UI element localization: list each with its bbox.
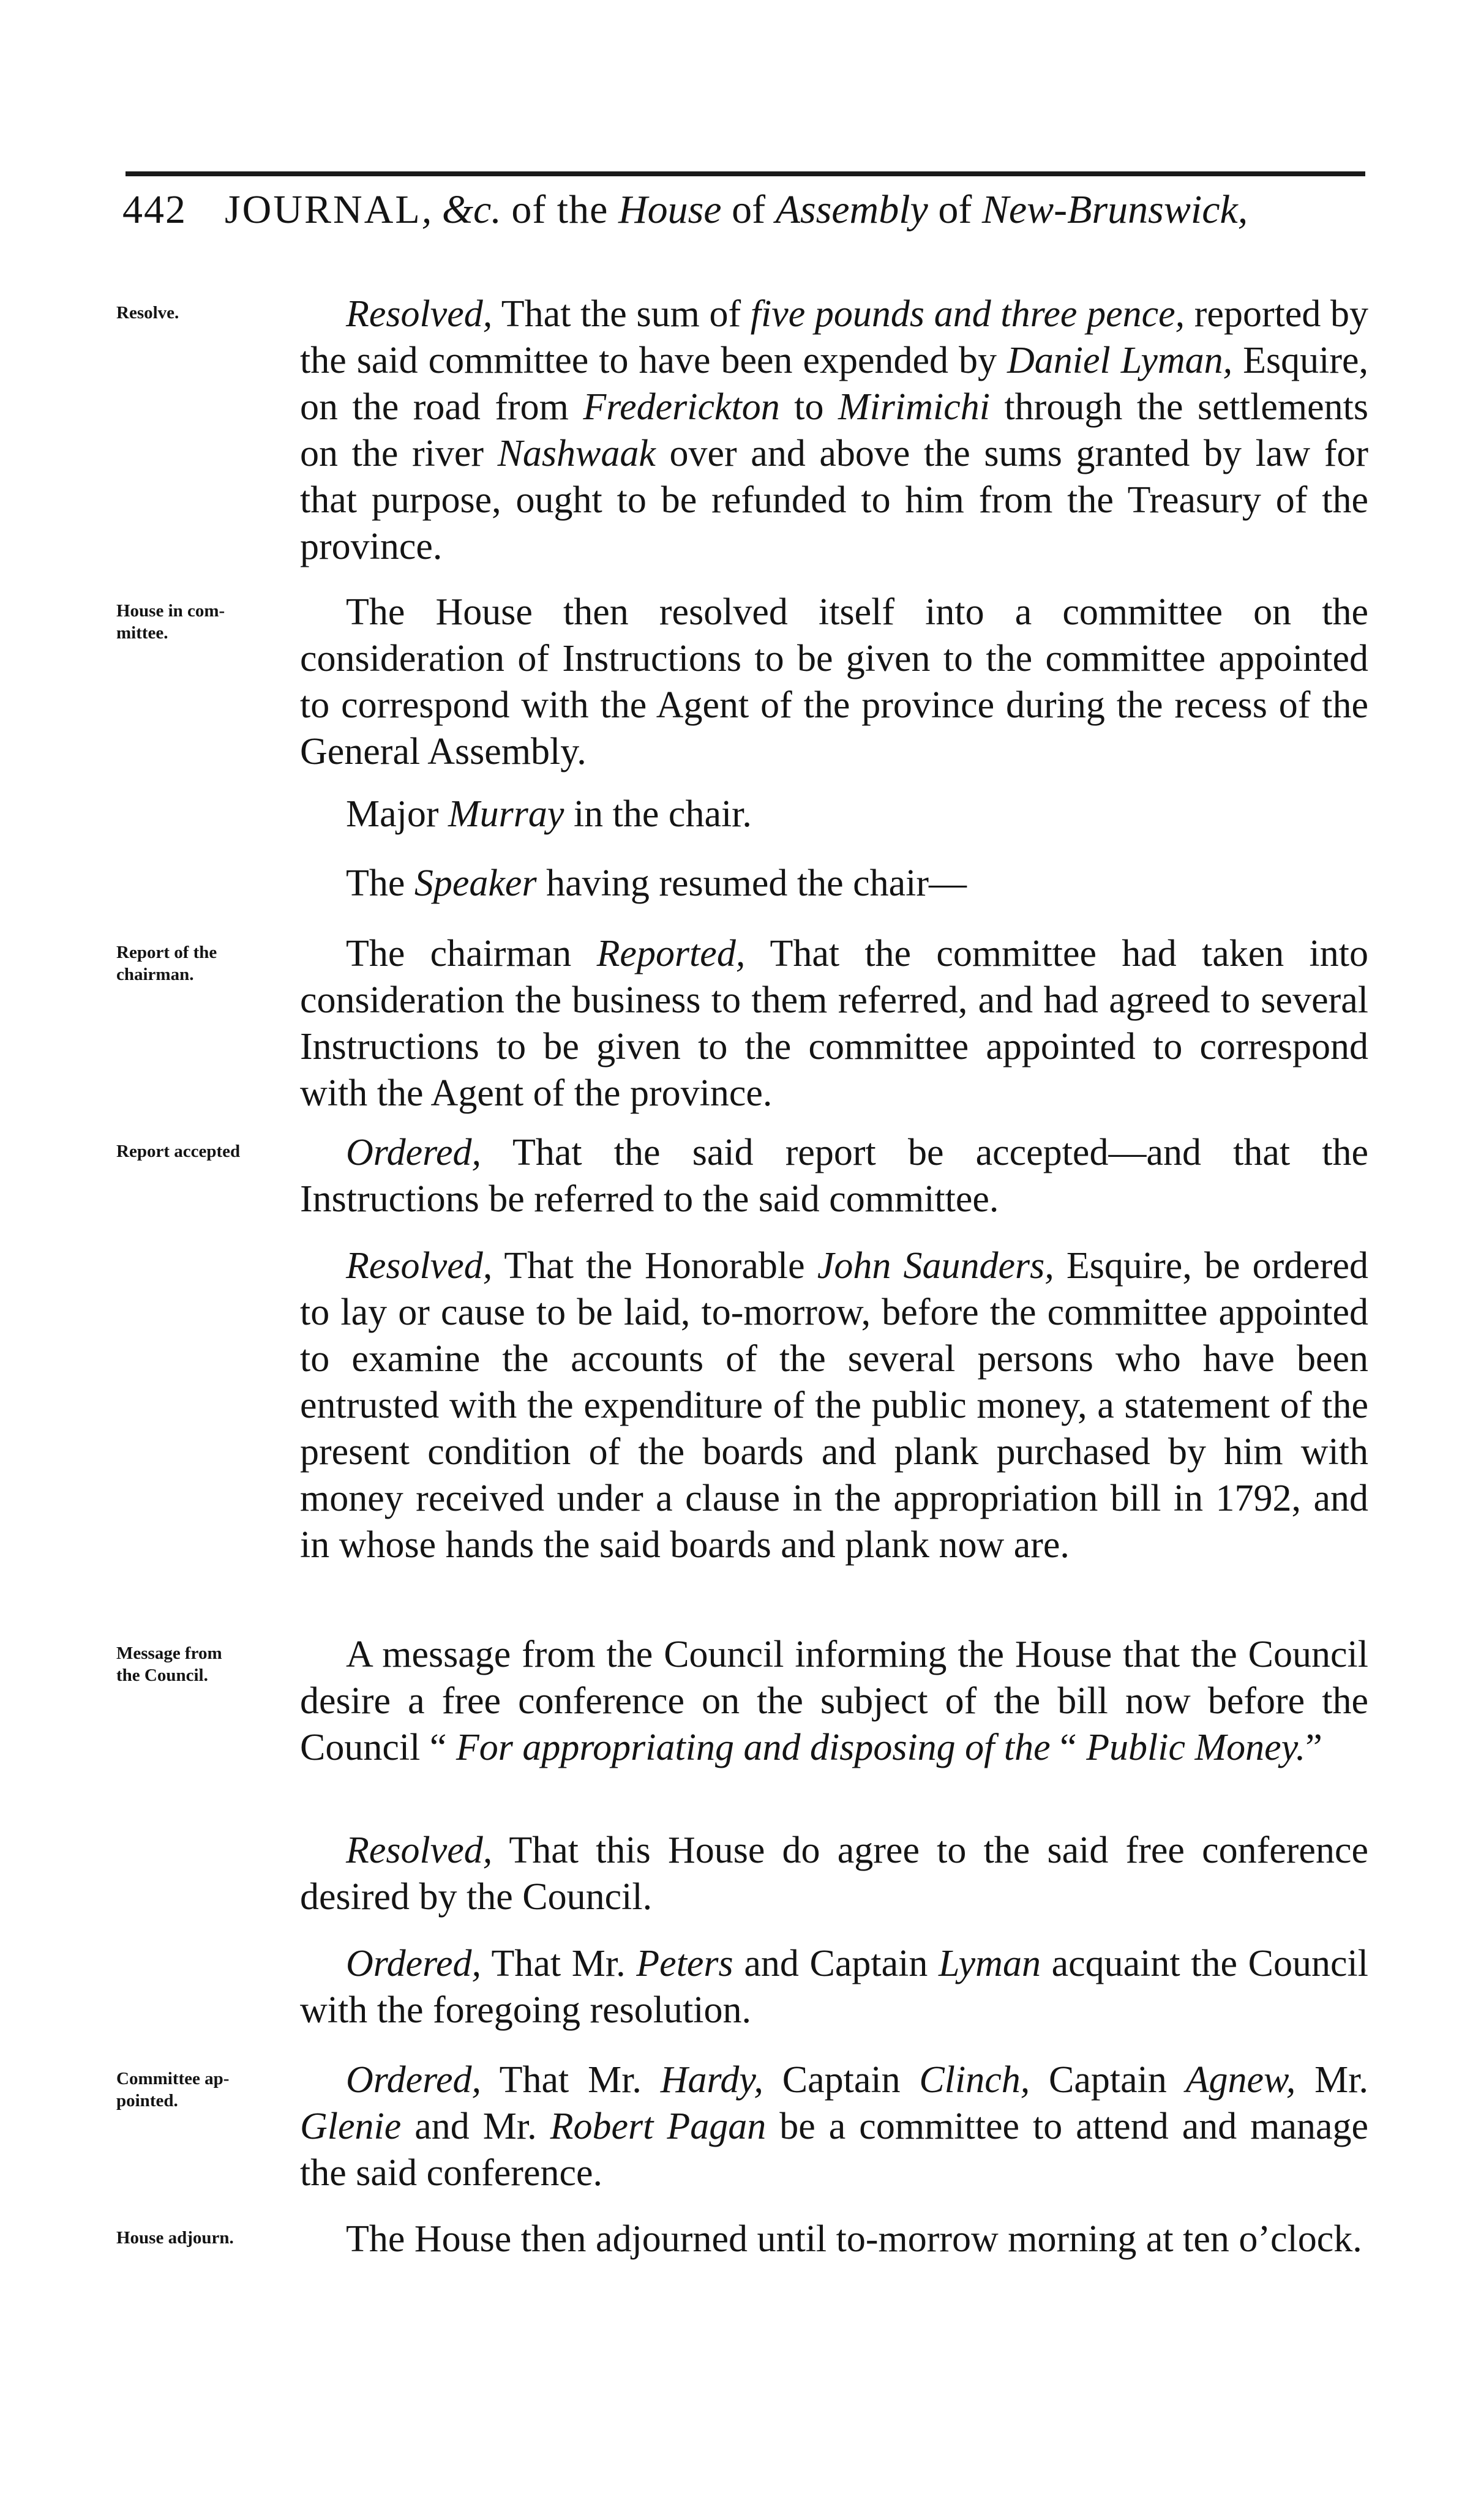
paragraph — [300, 1827, 1368, 1920]
text-run: through the settlements on the river — [300, 386, 1368, 474]
paragraph — [300, 1631, 1368, 1771]
text-run: The House then resolved itself into a committee on the consideration of Instructions to be given to the committee appointed to correspond with the Agent of the province during the recess of the General Assembly. — [300, 591, 1368, 772]
house-word: House — [618, 187, 722, 232]
text-run: Mr. — [1295, 2059, 1368, 2101]
text-run: The House then adjourned until to-morrow morning at ten o’clock. — [346, 2218, 1362, 2260]
province-name: New-Brunswick, — [981, 187, 1248, 232]
text-run: and Captain — [733, 1943, 939, 1984]
margin-note: Resolve. — [116, 303, 179, 323]
text-run: That Mr. — [481, 1943, 637, 1984]
text-run: Captain — [1030, 2059, 1186, 2101]
text-run: That this House do agree to the said free conference desired by the Council. — [300, 1830, 1368, 1918]
italic-text: Resolved, — [346, 293, 493, 335]
of-word-2: of — [938, 187, 972, 232]
italic-text: Ordered, — [346, 1132, 481, 1173]
italic-text: five pounds and three pence, — [750, 293, 1185, 335]
italic-text: Resolved, — [346, 1245, 493, 1287]
italic-text: Public Money. — [1086, 1727, 1306, 1768]
italic-text: Agnew, — [1185, 2059, 1296, 2101]
text-run: The chairman — [346, 933, 597, 974]
italic-text: Daniel Lyman, — [1007, 340, 1233, 381]
text-run: Esquire, be ordered to lay or cause to be laid, to-morrow, before the committee appointed to examine the accounts of the several persons who have been entrusted with the expenditure of the public money, a statement of the present condition of the boards and plank purchased by him with money received under a clause in the appropriation bill in 1792, and in whose hands the said boards and plank now are. — [300, 1245, 1368, 1566]
italic-text: Nashwaak — [497, 433, 656, 474]
text-run: That the sum of — [492, 293, 751, 335]
italic-text: Resolved, — [346, 1830, 493, 1871]
page-number: 442 — [122, 187, 187, 232]
running-header — [122, 187, 1368, 254]
text-run: “ — [1050, 1727, 1087, 1768]
paragraph — [300, 1940, 1368, 2033]
italic-text: Peters — [636, 1943, 733, 1984]
journal-title: JOURNAL — [225, 187, 422, 232]
italic-text: Speaker — [414, 862, 537, 904]
text-run: and Mr. — [401, 2106, 550, 2147]
text-run: Captain — [763, 2059, 920, 2101]
italic-text: Murray — [448, 793, 564, 835]
italic-text: Robert Pagan — [550, 2106, 767, 2147]
paragraph — [300, 1243, 1368, 1568]
margin-note: Report accepted — [116, 1142, 241, 1161]
text-run: Esquire, on the road from — [300, 340, 1369, 428]
paragraph — [300, 2216, 1368, 2262]
text-run: to — [779, 386, 838, 428]
paragraph — [300, 2057, 1368, 2196]
margin-note: House in com- mittee. — [116, 601, 225, 643]
assembly-word: Assembly — [775, 187, 928, 232]
etc-mark: , &c. — [421, 187, 501, 232]
paragraph — [300, 1129, 1368, 1222]
text-run: ” — [1305, 1727, 1322, 1768]
italic-text: Reported, — [596, 933, 746, 974]
italic-text: Frederickton — [583, 386, 780, 428]
italic-text: For appropriating and disposing of the — [455, 1727, 1051, 1768]
text-run: That Mr. — [481, 2059, 661, 2101]
italic-text: Ordered, — [346, 1943, 481, 1984]
italic-text: Hardy, — [660, 2059, 763, 2101]
margin-note: Report of the chairman. — [116, 943, 217, 984]
italic-text: Glenie — [300, 2106, 402, 2147]
paragraph — [300, 589, 1368, 775]
text-run: Major — [346, 793, 449, 835]
margin-note: House adjourn. — [116, 2228, 234, 2248]
text-run: over and above the sums granted by law for that purpose, ought to be refunded to him from the Treasury of the province. — [300, 433, 1368, 567]
text-run: That the committee had taken into consideration the business to them referred, and had agreed to several Instructions to be given to the committee appointed to correspond with the Agent of the province. — [300, 933, 1369, 1114]
text-run: reported by the said committee to have been expended by — [300, 293, 1368, 381]
text-run: A message from the Council informing the House that the Council desire a free conference on the subject of the bill now before the Council “ — [300, 1634, 1368, 1768]
paragraph — [300, 291, 1368, 570]
text-run: That the Honorable — [492, 1245, 817, 1287]
text-run: be a committee to attend and manage the said conference. — [300, 2106, 1368, 2194]
italic-text: John Saunders, — [817, 1245, 1054, 1287]
text-run: That the said report be accepted—and that the Instructions be referred to the said committee. — [300, 1132, 1368, 1220]
text-run: in the chair. — [564, 793, 752, 835]
text-run: The — [346, 862, 414, 904]
margin-note: Message from the Council. — [116, 1643, 222, 1685]
italic-text: Ordered, — [346, 2059, 481, 2101]
paragraph — [300, 860, 1368, 907]
text-run: acquaint the Council with the foregoing resolution. — [300, 1943, 1368, 2031]
text-run: having resumed the chair— — [536, 862, 967, 904]
italic-text: Lyman — [939, 1943, 1041, 1984]
italic-text: Mirimichi — [838, 386, 990, 428]
margin-note: Committee ap- pointed. — [116, 2069, 230, 2111]
paragraph — [300, 791, 1368, 837]
paragraph — [300, 930, 1368, 1116]
italic-text: Clinch, — [919, 2059, 1030, 2101]
of-word: of — [732, 187, 766, 232]
header-rule — [126, 171, 1365, 176]
of-the-word: of the — [511, 187, 609, 232]
